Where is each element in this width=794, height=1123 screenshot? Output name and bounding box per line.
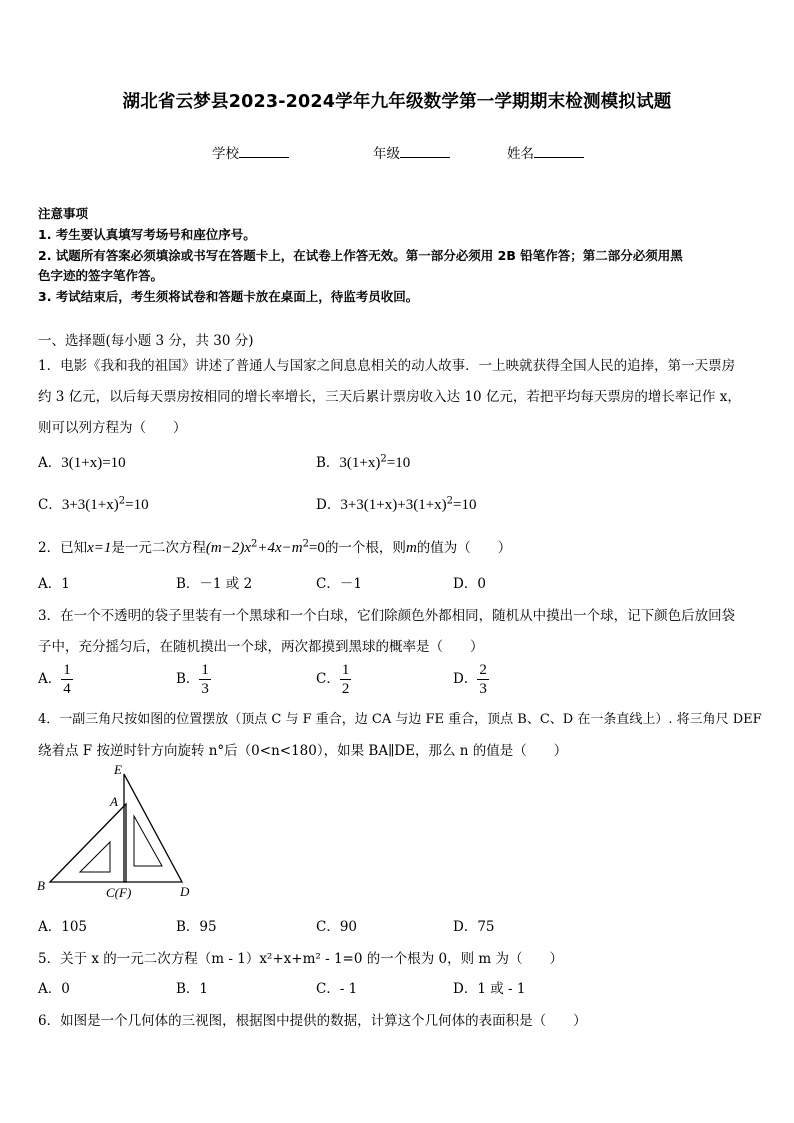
q4-option-d[interactable]: D．75 [453,919,495,935]
section-heading: 一、选择题(每小题 3 分，共 30 分) [38,333,254,349]
q5-option-d[interactable]: D．1 或 - 1 [453,981,526,997]
question-1-line: 则可以列方程为（ ） [38,420,187,436]
q1-option-a[interactable]: A．3(1+x)=10 [38,455,126,471]
name-label: 姓名 [507,146,534,162]
label-b: B [37,878,45,893]
triangle-abc [50,804,126,882]
q2-option-d[interactable]: D．0 [453,576,486,592]
question-5-line: 5．关于 x 的一元二次方程（m - 1）x²+x+m² - 1=0 的一个根为 0，则 m 为（ ） [38,951,563,967]
q1-option-d[interactable]: D．$3+3(1+x)+3(1+x)^2=10$ [316,495,477,513]
grade-field[interactable] [373,142,450,162]
q1-b-expr: 3(1+x) [339,455,381,471]
page-title: 湖北省云梦县2023-2024学年九年级数学第一学期期末检测模拟试题 [122,92,672,112]
note-item: 3. 考试结束后，考生须将试卷和答题卡放在桌面上，待监考员收回。 [38,289,419,304]
school-field[interactable] [212,142,289,162]
note-item: 1. 考生要认真填写考场号和座位序号。 [38,227,256,242]
q2-option-c[interactable]: C．－1 [316,576,362,592]
label-e: E [114,762,122,777]
q5-option-a[interactable]: A．0 [38,981,70,997]
q5-option-b[interactable]: B．1 [176,981,209,997]
label-d: D [180,884,190,899]
q5-option-c[interactable]: C．- 1 [316,981,358,997]
q4-option-b[interactable]: B．95 [176,919,217,935]
note-item: 色字迹的签字笔作答。 [38,268,164,283]
q1-option-c[interactable]: C．$3+3(1+x)^2=10$ [38,495,149,513]
question-4-line: 绕着点 F 按逆时针方向旋转 n°后（0<n<180），如果 BA∥DE，那么 n 的值是（ ） [38,743,568,759]
note-item: 2. 试题所有答案必须填涂或书写在答题卡上，在试卷上作答无效。第一部分必须用 2B 铅笔作答；第二部分必须用黑 [38,248,683,263]
q4-option-c[interactable]: C．90 [316,919,358,935]
question-1-line: 约 3 亿元，以后每天票房按相同的增长率增长，三天后累计票房收入达 10 亿元，若把平均每天票房的增长率记作 x， [38,389,741,405]
q1-d-expr: 3+3(1+x)+3(1+x) [340,497,447,513]
q4-option-a[interactable]: A．105 [38,919,88,935]
q3-option-a[interactable]: A． $\frac{1}{4}$ [38,662,71,697]
question-1-line: 1．电影《我和我的祖国》讲述了普通人与国家之间息息相关的动人故事．一上映就获得全国人民的追捧，第一天票房 [38,358,736,374]
question-6-line: 6．如图是一个几何体的三视图，根据图中提供的数据，计算这个几何体的表面积是（ ） [38,1013,587,1029]
name-field[interactable] [507,142,584,162]
q2-option-b[interactable]: B．－1 或 2 [176,576,253,592]
school-label: 学校 [212,146,239,162]
grade-label: 年级 [373,146,400,162]
notes-heading: 注意事项 [38,206,89,221]
q2-option-a[interactable]: A．1 [38,576,70,592]
question-3-line: 子中，充分摇匀后，在随机摸出一个球，两次都摸到黑球的概率是（ ） [38,639,484,655]
q3-option-c[interactable]: C． $\frac{1}{2}$ [316,662,350,697]
question-3-line: 3．在一个不透明的袋子里装有一个黑球和一个白球，它们除颜色外都相同，随机从中摸出一个球，记下颜色后放回袋 [38,608,736,624]
question-2-line: 2．已知x=1是一元二次方程$(m-2)x^2+4x-m^2=0$的一个根，则m的值为（ ） [38,538,512,556]
q3-option-b[interactable]: B． $\frac{1}{3}$ [176,662,209,697]
q1-option-b[interactable]: B．$3(1+x)^2=10$ [316,453,411,471]
inner-triangle-def [134,816,162,866]
label-cf: C(F) [106,885,132,900]
triangle-figure [30,760,210,900]
q3-option-d[interactable]: D． $\frac{2}{3}$ [453,662,487,697]
q1-c-expr: 3+3(1+x) [61,497,119,513]
q1-a-expr: 3(1+x)=10 [61,455,126,471]
question-4-line: 4．一副三角尺按如图的位置摆放（顶点 C 与 F 重合，边 CA 与边 FE 重合，顶点 B、C、D 在一条直线上）. 将三角尺 DEF [38,712,762,727]
label-a: A [110,794,118,809]
